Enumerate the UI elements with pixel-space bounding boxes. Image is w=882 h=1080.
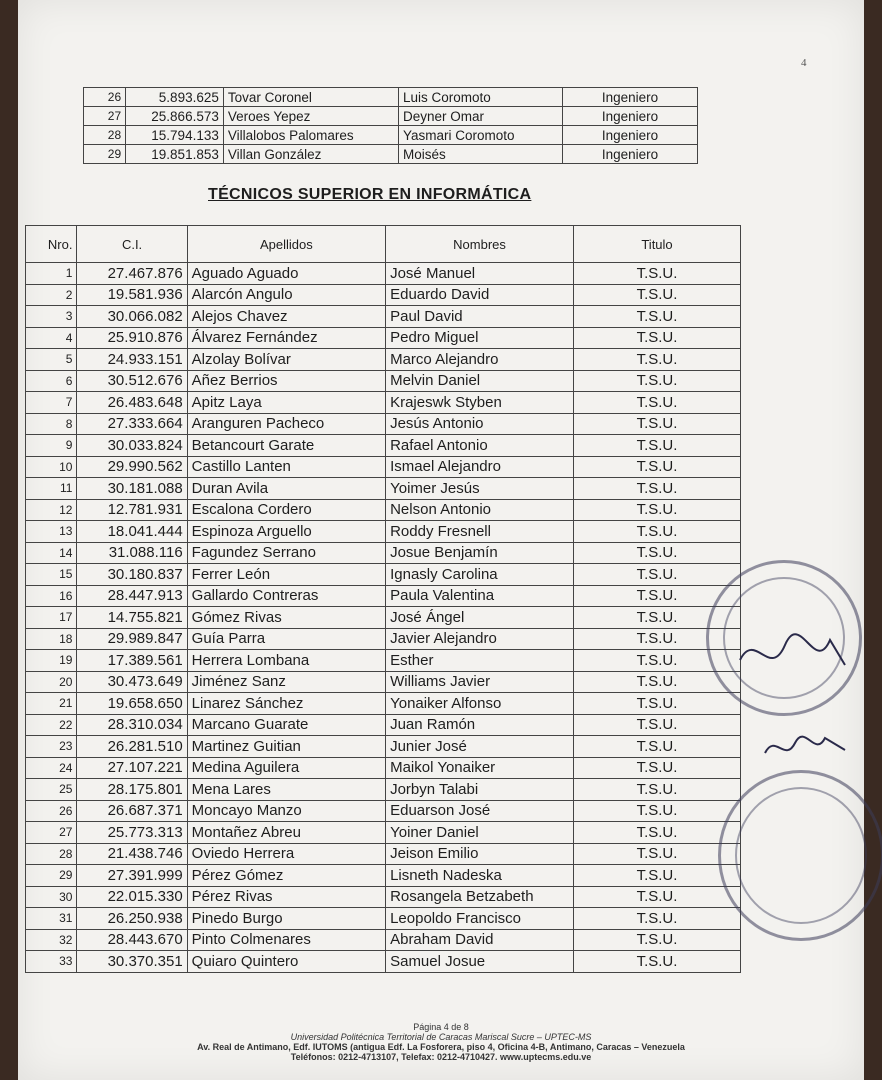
table-row [26, 607, 741, 629]
row-nombres: Junier José [386, 736, 574, 758]
row-apellidos: Álvarez Fernández [187, 327, 385, 349]
header-apellidos: Apellidos [187, 226, 385, 263]
header-nombres: Nombres [386, 226, 574, 263]
table-row [26, 693, 741, 715]
row-number: 24 [26, 757, 77, 779]
row-apellidos: Pérez Gómez [187, 865, 385, 887]
row-titulo: T.S.U. [574, 650, 741, 672]
row-number: 32 [26, 929, 77, 951]
row-apellidos: Gallardo Contreras [187, 585, 385, 607]
row-ci: 19.581.936 [77, 284, 187, 306]
row-ci: 15.794.133 [126, 126, 224, 145]
row-nombres: Juan Ramón [386, 714, 574, 736]
row-apellidos: Pinedo Burgo [187, 908, 385, 930]
row-ci: 5.893.625 [126, 88, 224, 107]
row-number: 13 [26, 521, 77, 543]
row-apellidos: Montañez Abreu [187, 822, 385, 844]
row-apellidos: Martinez Guitian [187, 736, 385, 758]
table-row [26, 327, 741, 349]
table-row [26, 929, 741, 951]
row-titulo: T.S.U. [574, 714, 741, 736]
row-titulo: Ingeniero [562, 107, 697, 126]
row-apellidos: Duran Avila [187, 478, 385, 500]
row-ci: 28.443.670 [77, 929, 187, 951]
row-apellidos: Aranguren Pacheco [187, 413, 385, 435]
header-nro: Nro. [26, 226, 77, 263]
row-ci: 30.033.824 [77, 435, 187, 457]
row-number: 15 [26, 564, 77, 586]
row-number: 12 [26, 499, 77, 521]
row-ci: 25.910.876 [77, 327, 187, 349]
row-nombres: Josue Benjamín [386, 542, 574, 564]
row-apellidos: Alzolay Bolívar [187, 349, 385, 371]
row-apellidos: Linarez Sánchez [187, 693, 385, 715]
row-ci: 30.512.676 [77, 370, 187, 392]
row-ci: 26.250.938 [77, 908, 187, 930]
row-titulo: T.S.U. [574, 456, 741, 478]
row-number: 26 [26, 800, 77, 822]
row-titulo: T.S.U. [574, 413, 741, 435]
row-nombres: Krajeswk Styben [386, 392, 574, 414]
table-header-row [26, 226, 741, 263]
row-ci: 19.851.853 [126, 145, 224, 164]
row-number: 17 [26, 607, 77, 629]
row-number: 7 [26, 392, 77, 414]
row-nombres: Ignasly Carolina [386, 564, 574, 586]
table-row [26, 779, 741, 801]
table-row [26, 349, 741, 371]
table-row [26, 671, 741, 693]
table-row [26, 392, 741, 414]
table-row [26, 499, 741, 521]
row-ci: 30.066.082 [77, 306, 187, 328]
row-nombres: Abraham David [386, 929, 574, 951]
row-titulo: T.S.U. [574, 521, 741, 543]
footer-page: Página 4 de 8 [413, 1022, 469, 1032]
table-row [26, 886, 741, 908]
row-titulo: T.S.U. [574, 499, 741, 521]
row-titulo: T.S.U. [574, 435, 741, 457]
row-ci: 27.333.664 [77, 413, 187, 435]
row-titulo: Ingeniero [562, 126, 697, 145]
row-apellidos: Quiaro Quintero [187, 951, 385, 973]
row-titulo: T.S.U. [574, 951, 741, 973]
table-row [26, 456, 741, 478]
row-ci: 30.473.649 [77, 671, 187, 693]
row-ci: 30.370.351 [77, 951, 187, 973]
row-titulo: T.S.U. [574, 757, 741, 779]
section-title: TÉCNICOS SUPERIOR EN INFORMÁTICA [208, 186, 532, 203]
table-row [26, 757, 741, 779]
table-row [26, 951, 741, 973]
row-nombres: Jeison Emilio [386, 843, 574, 865]
row-nombres: Paul David [386, 306, 574, 328]
table-row [26, 413, 741, 435]
footer [0, 1022, 882, 1062]
row-ci: 28.447.913 [77, 585, 187, 607]
row-number: 29 [84, 145, 126, 164]
row-number: 2 [26, 284, 77, 306]
row-apellidos: Apitz Laya [187, 392, 385, 414]
row-number: 27 [26, 822, 77, 844]
row-apellidos: Alarcón Angulo [187, 284, 385, 306]
row-number: 10 [26, 456, 77, 478]
table-row [26, 585, 741, 607]
row-nombres: Jorbyn Talabi [386, 779, 574, 801]
row-titulo: T.S.U. [574, 800, 741, 822]
page-number: 4 [801, 57, 807, 69]
table-row [26, 800, 741, 822]
row-ci: 29.989.847 [77, 628, 187, 650]
row-number: 30 [26, 886, 77, 908]
row-nombres: Jesús Antonio [386, 413, 574, 435]
row-apellidos: Espinoza Arguello [187, 521, 385, 543]
row-apellidos: Tovar Coronel [223, 88, 398, 107]
row-number: 31 [26, 908, 77, 930]
row-nombres: Paula Valentina [386, 585, 574, 607]
row-apellidos: Escalona Cordero [187, 499, 385, 521]
row-number: 16 [26, 585, 77, 607]
row-titulo: T.S.U. [574, 349, 741, 371]
row-apellidos: Veroes Yepez [223, 107, 398, 126]
row-number: 29 [26, 865, 77, 887]
row-nombres: José Manuel [386, 263, 574, 285]
row-titulo: T.S.U. [574, 929, 741, 951]
header-ci: C.I. [77, 226, 187, 263]
row-ci: 17.389.561 [77, 650, 187, 672]
row-titulo: T.S.U. [574, 392, 741, 414]
row-nombres: Maikol Yonaiker [386, 757, 574, 779]
row-nombres: Melvin Daniel [386, 370, 574, 392]
row-titulo: T.S.U. [574, 865, 741, 887]
engineers-table-continued [83, 87, 698, 164]
row-nombres: Yoimer Jesús [386, 478, 574, 500]
row-ci: 28.175.801 [77, 779, 187, 801]
row-ci: 26.281.510 [77, 736, 187, 758]
row-titulo: T.S.U. [574, 736, 741, 758]
row-titulo: T.S.U. [574, 671, 741, 693]
row-nombres: Lisneth Nadeska [386, 865, 574, 887]
row-nombres: Ismael Alejandro [386, 456, 574, 478]
row-nombres: Leopoldo Francisco [386, 908, 574, 930]
row-titulo: T.S.U. [574, 693, 741, 715]
row-ci: 14.755.821 [77, 607, 187, 629]
row-number: 22 [26, 714, 77, 736]
table-row [84, 88, 698, 107]
row-number: 27 [84, 107, 126, 126]
row-nombres: Esther [386, 650, 574, 672]
row-apellidos: Ferrer León [187, 564, 385, 586]
row-number: 14 [26, 542, 77, 564]
row-apellidos: Villan González [223, 145, 398, 164]
row-nombres: Yonaiker Alfonso [386, 693, 574, 715]
row-titulo: T.S.U. [574, 327, 741, 349]
row-titulo: T.S.U. [574, 370, 741, 392]
secretary-seal [718, 770, 882, 941]
row-ci: 26.483.648 [77, 392, 187, 414]
row-nombres: José Ángel [386, 607, 574, 629]
row-ci: 30.180.837 [77, 564, 187, 586]
footer-address: Av. Real de Antimano, Edf. IUTOMS (antigua Edf. La Fosforera, piso 4, Oficina 4-B, Antimano, Caracas – Venezuela [197, 1042, 685, 1052]
row-apellidos: Castillo Lanten [187, 456, 385, 478]
row-apellidos: Jiménez Sanz [187, 671, 385, 693]
table-row [26, 843, 741, 865]
row-titulo: T.S.U. [574, 306, 741, 328]
row-apellidos: Mena Lares [187, 779, 385, 801]
row-titulo: T.S.U. [574, 263, 741, 285]
row-ci: 29.990.562 [77, 456, 187, 478]
table-row [26, 908, 741, 930]
row-ci: 22.015.330 [77, 886, 187, 908]
row-nombres: Rafael Antonio [386, 435, 574, 457]
row-apellidos: Herrera Lombana [187, 650, 385, 672]
row-ci: 21.438.746 [77, 843, 187, 865]
row-number: 8 [26, 413, 77, 435]
row-apellidos: Alejos Chavez [187, 306, 385, 328]
row-number: 9 [26, 435, 77, 457]
row-titulo: Ingeniero [562, 145, 697, 164]
row-nombres: Marco Alejandro [386, 349, 574, 371]
row-nombres: Williams Javier [386, 671, 574, 693]
row-ci: 24.933.151 [77, 349, 187, 371]
table-row [26, 714, 741, 736]
row-nombres: Roddy Fresnell [386, 521, 574, 543]
row-number: 4 [26, 327, 77, 349]
row-number: 6 [26, 370, 77, 392]
row-ci: 27.467.876 [77, 263, 187, 285]
row-nombres: Eduardo David [386, 284, 574, 306]
row-number: 5 [26, 349, 77, 371]
row-nombres: Yasmari Coromoto [398, 126, 562, 145]
row-number: 28 [26, 843, 77, 865]
row-titulo: T.S.U. [574, 822, 741, 844]
row-number: 18 [26, 628, 77, 650]
row-titulo: T.S.U. [574, 607, 741, 629]
row-apellidos: Medina Aguilera [187, 757, 385, 779]
table-row [84, 107, 698, 126]
row-apellidos: Oviedo Herrera [187, 843, 385, 865]
row-titulo: T.S.U. [574, 542, 741, 564]
footer-phones: Teléfonos: 0212-4713107, Telefax: 0212-4710427. www.uptecms.edu.ve [290, 1052, 592, 1062]
row-ci: 27.107.221 [77, 757, 187, 779]
row-number: 21 [26, 693, 77, 715]
row-number: 3 [26, 306, 77, 328]
row-apellidos: Aguado Aguado [187, 263, 385, 285]
row-nombres: Rosangela Betzabeth [386, 886, 574, 908]
row-number: 33 [26, 951, 77, 973]
row-nombres: Javier Alejandro [386, 628, 574, 650]
row-ci: 31.088.116 [77, 542, 187, 564]
row-number: 25 [26, 779, 77, 801]
row-apellidos: Moncayo Manzo [187, 800, 385, 822]
signature-1 [735, 620, 855, 690]
signature-2 [760, 728, 850, 768]
row-ci: 28.310.034 [77, 714, 187, 736]
row-ci: 12.781.931 [77, 499, 187, 521]
row-apellidos: Marcano Guarate [187, 714, 385, 736]
row-titulo: T.S.U. [574, 843, 741, 865]
row-titulo: T.S.U. [574, 478, 741, 500]
row-number: 19 [26, 650, 77, 672]
row-apellidos: Pinto Colmenares [187, 929, 385, 951]
table-row [26, 628, 741, 650]
row-ci: 25.773.313 [77, 822, 187, 844]
row-nombres: Luis Coromoto [398, 88, 562, 107]
table-row [26, 564, 741, 586]
row-titulo: T.S.U. [574, 585, 741, 607]
row-nombres: Yoiner Daniel [386, 822, 574, 844]
table-row [26, 822, 741, 844]
row-nombres: Samuel Josue [386, 951, 574, 973]
table-row [26, 650, 741, 672]
table-row [26, 263, 741, 285]
header-titulo: Titulo [574, 226, 741, 263]
row-apellidos: Gómez Rivas [187, 607, 385, 629]
row-apellidos: Añez Berrios [187, 370, 385, 392]
row-apellidos: Guía Parra [187, 628, 385, 650]
row-apellidos: Pérez Rivas [187, 886, 385, 908]
row-number: 23 [26, 736, 77, 758]
row-nombres: Pedro Miguel [386, 327, 574, 349]
row-nombres: Deyner Omar [398, 107, 562, 126]
row-ci: 25.866.573 [126, 107, 224, 126]
table-row [84, 145, 698, 164]
row-titulo: T.S.U. [574, 886, 741, 908]
table-row [26, 478, 741, 500]
row-nombres: Moisés [398, 145, 562, 164]
row-ci: 19.658.650 [77, 693, 187, 715]
row-number: 28 [84, 126, 126, 145]
table-row [26, 542, 741, 564]
row-titulo: Ingeniero [562, 88, 697, 107]
table-row [26, 284, 741, 306]
row-titulo: T.S.U. [574, 628, 741, 650]
row-ci: 26.687.371 [77, 800, 187, 822]
table-row [26, 865, 741, 887]
table-row [84, 126, 698, 145]
row-number: 1 [26, 263, 77, 285]
row-titulo: T.S.U. [574, 564, 741, 586]
table-row [26, 736, 741, 758]
row-apellidos: Villalobos Palomares [223, 126, 398, 145]
table-row [26, 370, 741, 392]
row-ci: 18.041.444 [77, 521, 187, 543]
row-number: 26 [84, 88, 126, 107]
table-row [26, 306, 741, 328]
row-nombres: Eduarson José [386, 800, 574, 822]
row-titulo: T.S.U. [574, 908, 741, 930]
row-number: 11 [26, 478, 77, 500]
row-ci: 27.391.999 [77, 865, 187, 887]
table-row [26, 435, 741, 457]
tsu-table [25, 225, 741, 973]
row-titulo: T.S.U. [574, 779, 741, 801]
row-ci: 30.181.088 [77, 478, 187, 500]
row-titulo: T.S.U. [574, 284, 741, 306]
footer-university: Universidad Politécnica Territorial de Caracas Mariscal Sucre – UPTEC-MS [290, 1032, 592, 1042]
row-number: 20 [26, 671, 77, 693]
table-row [26, 521, 741, 543]
row-nombres: Nelson Antonio [386, 499, 574, 521]
row-apellidos: Betancourt Garate [187, 435, 385, 457]
row-apellidos: Fagundez Serrano [187, 542, 385, 564]
